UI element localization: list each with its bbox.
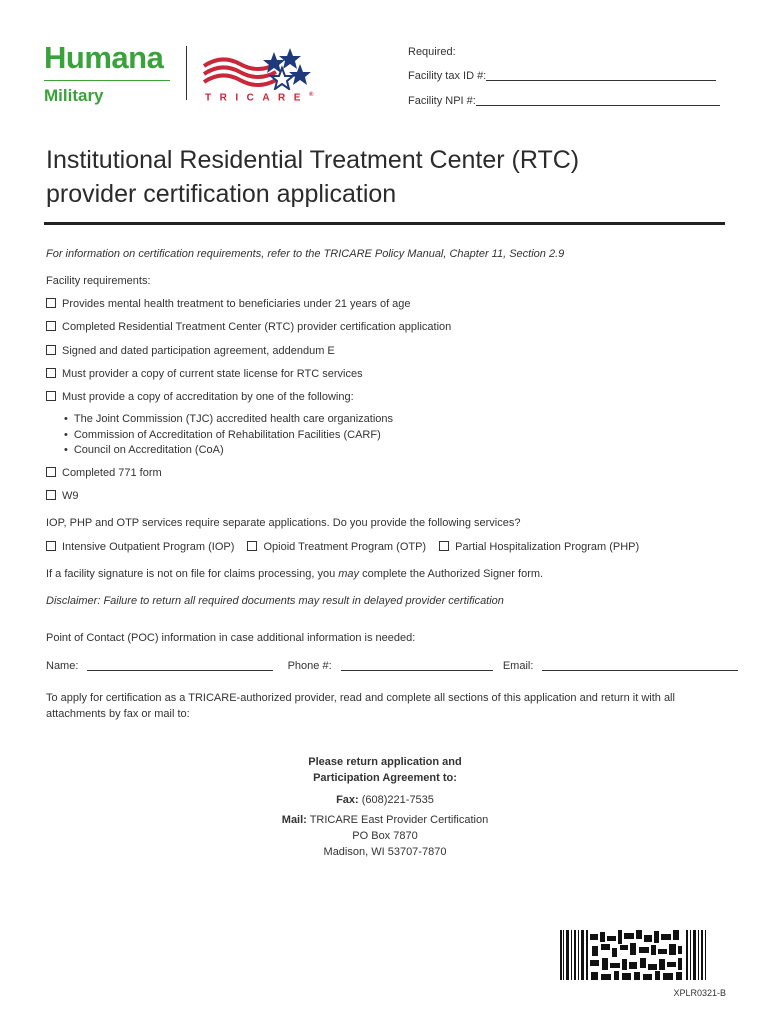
checkbox[interactable] xyxy=(46,298,56,308)
military-logo-text: Military xyxy=(44,86,104,105)
apply-instructions-line2: attachments by fax or mail to: xyxy=(46,708,190,720)
required-label: Required: xyxy=(408,46,456,58)
logo-rule xyxy=(44,80,170,81)
facility-tax-id-field[interactable] xyxy=(486,69,716,81)
disclaimer: Disclaimer: Failure to return all required documents may result in delayed provider certification xyxy=(46,595,504,607)
poc-phone-field[interactable] xyxy=(341,659,493,671)
document-id: XPLR0321-B xyxy=(673,988,726,998)
php-label: Partial Hospitalization Program (PHP) xyxy=(455,541,640,553)
requirement-item: Must provide a copy of accreditation by one of the following: xyxy=(46,391,354,403)
services-options xyxy=(46,541,639,553)
facility-npi-row xyxy=(408,94,720,107)
poc-name-field[interactable] xyxy=(87,659,273,671)
php-checkbox[interactable] xyxy=(439,541,449,551)
facility-npi-label: Facility NPI #: xyxy=(408,95,476,107)
poc-intro: Point of Contact (POC) information in case additional information is needed: xyxy=(46,632,416,644)
checkbox[interactable] xyxy=(46,368,56,378)
apply-instructions-line1: To apply for certification as a TRICARE-authorized provider, read and complete all sections of this application and return it with all xyxy=(46,692,675,704)
accreditor-item: • Commission of Accreditation of Rehabilitation Facilities (CARF) xyxy=(64,429,381,441)
facility-tax-id-row xyxy=(408,69,716,82)
authorized-signer-note: If a facility signature is not on file for claims processing, you may complete the Authorized Signer form. xyxy=(46,568,544,580)
tricare-flag-icon xyxy=(200,44,312,90)
return-heading-line2: Participation Agreement to: xyxy=(313,772,457,784)
checkbox[interactable] xyxy=(46,490,56,500)
logo-divider xyxy=(186,46,187,100)
poc-name-label: Name: xyxy=(46,660,79,672)
return-fax: Fax: (608)221-7535 xyxy=(336,794,434,806)
return-mail: Mail: TRICARE East Provider Certification xyxy=(281,814,489,826)
facility-npi-field[interactable] xyxy=(476,94,720,106)
return-city: Madison, WI 53707-7870 xyxy=(323,846,447,858)
return-heading-line1: Please return application and xyxy=(308,756,462,768)
title-rule xyxy=(44,222,725,225)
requirement-item: W9 xyxy=(46,490,79,502)
otp-checkbox[interactable] xyxy=(247,541,257,551)
iop-checkbox[interactable] xyxy=(46,541,56,551)
otp-label: Opioid Treatment Program (OTP) xyxy=(263,541,427,553)
iop-label: Intensive Outpatient Program (IOP) xyxy=(62,541,235,553)
services-question: IOP, PHP and OTP services require separate applications. Do you provide the following services? xyxy=(46,517,521,529)
checkbox[interactable] xyxy=(46,345,56,355)
checkbox[interactable] xyxy=(46,467,56,477)
tricare-wordmark: TRICARE® xyxy=(205,92,314,104)
requirements-heading: Facility requirements: xyxy=(46,275,151,287)
humana-logo: Humana xyxy=(44,40,164,75)
return-po-box: PO Box 7870 xyxy=(352,830,418,842)
requirement-item: Must provider a copy of current state license for RTC services xyxy=(46,368,363,380)
barcode-image xyxy=(560,930,720,980)
checkbox[interactable] xyxy=(46,321,56,331)
requirement-item: Completed Residential Treatment Center (RTC) provider certification application xyxy=(46,321,451,333)
accreditor-item: • The Joint Commission (TJC) accredited health care organizations xyxy=(64,413,393,425)
poc-phone-label: Phone #: xyxy=(287,660,332,672)
policy-reference: For information on certification requirements, refer to the TRICARE Policy Manual, Chapter 11, Section 2.9 xyxy=(46,248,565,260)
page-title-line1: Institutional Residential Treatment Center (RTC) xyxy=(46,146,580,174)
page-title-line2: provider certification application xyxy=(46,180,397,208)
requirement-item: Completed 771 form xyxy=(46,467,162,479)
page-title xyxy=(46,143,726,211)
requirement-item: Provides mental health treatment to beneficiaries under 21 years of age xyxy=(46,298,411,310)
checkbox[interactable] xyxy=(46,391,56,401)
poc-email-field[interactable] xyxy=(542,659,738,671)
poc-fields xyxy=(46,659,738,672)
accreditor-item: • Council on Accreditation (CoA) xyxy=(64,444,224,456)
facility-tax-id-label: Facility tax ID #: xyxy=(408,70,487,82)
requirement-item: Signed and dated participation agreement, addendum E xyxy=(46,345,335,357)
poc-email-label: Email: xyxy=(502,660,534,672)
